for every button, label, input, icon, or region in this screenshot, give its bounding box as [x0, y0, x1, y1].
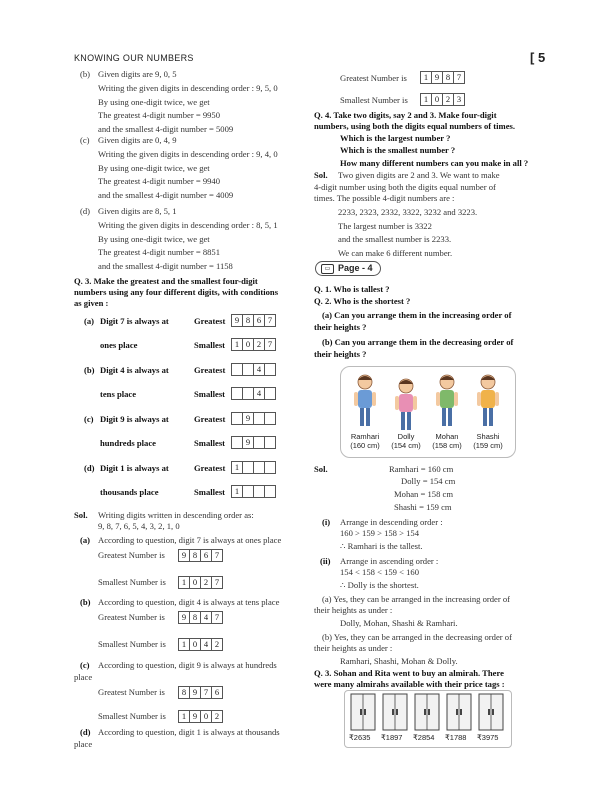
condition-text: Digit 7 is always at [100, 316, 169, 326]
smallest-boxes [179, 638, 223, 651]
smallest-label: Smallest Number is [340, 95, 408, 105]
item-tag: (d) [84, 463, 95, 473]
solution-line: 4-digit number using both the digits equal number of [314, 182, 496, 192]
question-text: Q. 3. Sohan and Rita went to buy an almirah. There [314, 668, 504, 678]
greatest-label: Greatest [194, 414, 226, 424]
height-line: Mohan = 158 cm [394, 489, 454, 499]
item-tag: (d) [80, 727, 91, 737]
question-text: Q. 4. Take two digits, say 2 and 3. Make four-digit [314, 110, 497, 120]
solution-line: According to question, digit 1 is always at thousands [98, 727, 280, 737]
digit-box: 2 [253, 338, 265, 351]
question-text: Q. 2. Who is the shortest ? [314, 296, 411, 306]
digit-box: 9 [178, 611, 190, 624]
digit-box [264, 461, 276, 474]
answer-line: (a) Yes, they can be arranged in the increasing order of [322, 594, 511, 604]
question-text: as given : [74, 298, 109, 308]
question-text: their heights ? [314, 322, 367, 332]
child-figure [432, 372, 462, 432]
answer-line: their heights as under : [314, 605, 393, 615]
digit-box: 0 [200, 710, 212, 723]
solution-line: Given digits are 8, 5, 1 [98, 206, 177, 216]
solution-line: According to question, digit 9 is always at hundreds [98, 660, 277, 670]
digit-box: 6 [253, 314, 265, 327]
child-figure [350, 372, 380, 432]
condition-text: Digit 4 is always at [100, 365, 169, 375]
solution-line: 2233, 2323, 2332, 3322, 3232 and 3223. [338, 207, 478, 217]
almirah-figure [446, 693, 472, 731]
digit-box: 0 [431, 93, 443, 106]
digit-box: 9 [431, 71, 443, 84]
digit-box: 9 [242, 412, 254, 425]
question-text: were many almirahs available with their price tags : [314, 679, 505, 689]
solution-line: and the smallest number is 2233. [338, 234, 452, 244]
digit-box: 7 [200, 686, 212, 699]
question-text: How many different numbers can you make in all ? [340, 158, 529, 168]
solution-line: Writing the given digits in descending order : 9, 4, 0 [98, 148, 278, 159]
item-tag: (a) [80, 535, 91, 545]
question-text: (a) Can you arrange them in the increasing order of [322, 310, 512, 320]
price-tag: ₹1788 [445, 733, 467, 742]
digit-box: 9 [242, 436, 254, 449]
question-text: Which is the smallest number ? [340, 145, 456, 155]
solution-line: Given digits are 9, 0, 5 [98, 69, 177, 79]
greatest-boxes [232, 363, 276, 376]
smallest-boxes [421, 93, 465, 106]
price-tag: ₹3975 [477, 733, 499, 742]
child-figure [391, 376, 421, 436]
child-label [426, 432, 468, 450]
digit-box: 7 [211, 549, 223, 562]
digit-box: 1 [231, 338, 243, 351]
solution-line: and the smallest 4-digit number = 5009 [98, 124, 234, 135]
smallest-boxes [232, 387, 276, 400]
smallest-label: Smallest [194, 389, 226, 399]
sol-label: Sol. [314, 170, 328, 180]
height-line: Shashi = 159 cm [394, 502, 452, 512]
question-text: (b) Can you arrange them in the decreasing order of [322, 337, 514, 347]
digit-box: 1 [231, 461, 243, 474]
item-tag: (b) [80, 69, 91, 79]
greatest-boxes [232, 461, 276, 474]
answer-line: (b) Yes, they can be arranged in the decreasing order of [322, 632, 512, 642]
solution-line: Given digits are 0, 4, 9 [98, 135, 177, 145]
digit-box: 6 [200, 549, 212, 562]
price-tag: ₹2635 [349, 733, 371, 742]
question-text: Q. 3. Make the greatest and the smallest four-digit [74, 276, 258, 286]
smallest-label: Smallest [194, 487, 226, 497]
page-number: [ 5 [530, 50, 546, 65]
condition-text: thousands place [100, 487, 159, 497]
item-tag: (a) [84, 316, 95, 326]
condition-text: Digit 1 is always at [100, 463, 169, 473]
child-label [344, 432, 386, 450]
digit-box: 1 [178, 638, 190, 651]
question-text: numbers, using both the digits equal numbers of times. [314, 121, 516, 131]
digit-box: 9 [189, 686, 201, 699]
page-4-label: Page - 4 [338, 263, 373, 273]
item-tag: (b) [84, 365, 95, 375]
child-name: Dolly [397, 432, 415, 441]
solution-line: ∴ Ramhari is the tallest. [340, 541, 423, 551]
question-text: their heights ? [314, 349, 367, 359]
solution-line: place [74, 739, 93, 749]
solution-line: 154 < 158 < 159 < 160 [340, 567, 419, 577]
almirah-figure [350, 693, 376, 731]
smallest-label: Smallest Number is [98, 639, 166, 649]
condition-text: ones place [100, 340, 138, 350]
almirah-figure [382, 693, 408, 731]
digit-box: 2 [200, 576, 212, 589]
greatest-boxes [232, 412, 276, 425]
answer-line: Ramhari, Shashi, Mohan & Dolly. [340, 656, 458, 666]
solution-line: and the smallest 4-digit number = 4009 [98, 190, 234, 201]
solution-line: By using one-digit twice, we get [98, 233, 210, 244]
digit-box: 1 [178, 710, 190, 723]
digit-box: 2 [211, 710, 223, 723]
smallest-boxes [232, 436, 276, 449]
digit-box: 2 [442, 93, 454, 106]
solution-line: ∴ Dolly is the shortest. [340, 580, 419, 590]
question-text: Which is the largest number ? [340, 133, 451, 143]
digit-box: 2 [211, 638, 223, 651]
item-tag: (c) [80, 660, 90, 670]
digit-box: 8 [189, 549, 201, 562]
condition-text: tens place [100, 389, 137, 399]
child-height: (159 cm) [473, 441, 503, 450]
digit-box: 8 [178, 686, 190, 699]
digit-box: 9 [231, 314, 243, 327]
solution-line: Arrange in descending order : [340, 517, 443, 527]
digit-box: 0 [189, 638, 201, 651]
solution-line: Two given digits are 2 and 3. We want to make [338, 170, 500, 180]
digit-box: 3 [453, 93, 465, 106]
height-line: Ramhari = 160 cm [389, 464, 454, 474]
item-tag: (c) [84, 414, 94, 424]
smallest-boxes [179, 576, 223, 589]
question-text: numbers using any four different digits, with conditions [74, 287, 279, 297]
book-icon: ▭ [321, 264, 334, 274]
item-tag: (ii) [320, 556, 331, 566]
digit-box: 9 [178, 549, 190, 562]
solution-line: Arrange in ascending order : [340, 556, 439, 566]
child-label [385, 432, 427, 450]
solution-line: 9, 8, 7, 6, 5, 4, 3, 2, 1, 0 [98, 521, 180, 531]
item-tag: (c) [80, 135, 90, 145]
smallest-boxes [232, 338, 276, 351]
solution-line: According to question, digit 4 is always at tens place [98, 597, 280, 607]
greatest-boxes [179, 686, 223, 699]
greatest-boxes [179, 549, 223, 562]
height-line: Dolly = 154 cm [401, 476, 456, 486]
solution-line: By using one-digit twice, we get [98, 162, 210, 173]
digit-box: 7 [211, 611, 223, 624]
digit-box [264, 387, 276, 400]
solution-line: The largest number is 3322 [338, 221, 432, 231]
greatest-boxes [179, 611, 223, 624]
child-height: (154 cm) [391, 441, 421, 450]
solution-line: and the smallest 4-digit number = 1158 [98, 261, 233, 272]
solution-line: According to question, digit 7 is always at ones place [98, 535, 282, 545]
item-tag: (d) [80, 206, 91, 216]
greatest-boxes [421, 71, 465, 84]
digit-box [264, 485, 276, 498]
condition-text: hundreds place [100, 438, 156, 448]
child-figure [473, 372, 503, 432]
digit-box: 7 [211, 576, 223, 589]
child-height: (158 cm) [432, 441, 462, 450]
solution-line: times. The possible 4-digit numbers are : [314, 193, 455, 203]
page-4-badge [315, 261, 381, 276]
solution-line: By using one-digit twice, we get [98, 96, 210, 107]
almirah-figure [414, 693, 440, 731]
greatest-label: Greatest [194, 463, 226, 473]
almirah-figure [478, 693, 504, 731]
greatest-label: Greatest Number is [98, 550, 165, 560]
child-label [467, 432, 509, 450]
answer-line: Dolly, Mohan, Shashi & Ramhari. [340, 618, 458, 628]
greatest-label: Greatest Number is [98, 687, 165, 697]
digit-box: 1 [420, 93, 432, 106]
item-tag: (b) [80, 597, 91, 607]
digit-box [264, 412, 276, 425]
smallest-label: Smallest [194, 340, 226, 350]
greatest-label: Greatest [194, 365, 226, 375]
greatest-label: Greatest [194, 316, 226, 326]
solution-line: Writing the given digits in descending order : 8, 5, 1 [98, 219, 278, 230]
greatest-label: Greatest Number is [98, 612, 165, 622]
digit-box: 7 [264, 314, 276, 327]
running-header: KNOWING OUR NUMBERS [74, 53, 194, 63]
smallest-boxes [179, 710, 223, 723]
digit-box: 8 [442, 71, 454, 84]
child-height: (160 cm) [350, 441, 380, 450]
answer-line: their heights as under : [314, 643, 393, 653]
child-name: Ramhari [350, 432, 380, 441]
solution-line: We can make 6 different number. [338, 248, 453, 258]
smallest-label: Smallest Number is [98, 711, 166, 721]
solution-line: 160 > 159 > 158 > 154 [340, 528, 419, 538]
digit-box: 1 [178, 576, 190, 589]
digit-box [264, 363, 276, 376]
condition-text: Digit 9 is always at [100, 414, 169, 424]
child-name: Mohan [435, 432, 459, 441]
solution-line: Writing the given digits in descending order : 9, 5, 0 [98, 82, 278, 93]
question-text: Q. 1. Who is tallest ? [314, 284, 390, 294]
greatest-label: Greatest Number is [340, 73, 407, 83]
digit-box: 4 [253, 387, 265, 400]
smallest-label: Smallest Number is [98, 577, 166, 587]
price-tag: ₹2854 [413, 733, 435, 742]
digit-box: 1 [420, 71, 432, 84]
solution-line: The greatest 4-digit number = 8851 [98, 247, 221, 258]
item-tag: (i) [322, 517, 331, 527]
digit-box: 4 [200, 638, 212, 651]
digit-box [264, 436, 276, 449]
price-tag: ₹1897 [381, 733, 403, 742]
digit-box: 6 [211, 686, 223, 699]
digit-box: 1 [231, 485, 243, 498]
solution-line: Writing digits written in descending order as: [98, 510, 254, 520]
digit-box: 0 [242, 338, 254, 351]
digit-box: 4 [200, 611, 212, 624]
greatest-boxes [232, 314, 276, 327]
sol-label: Sol. [74, 510, 88, 520]
digit-box: 7 [453, 71, 465, 84]
digit-box: 7 [264, 338, 276, 351]
digit-box: 4 [253, 363, 265, 376]
smallest-label: Smallest [194, 438, 226, 448]
solution-line: The greatest 4-digit number = 9950 [98, 110, 221, 121]
sol-label: Sol. [314, 464, 328, 474]
digit-box: 0 [189, 576, 201, 589]
digit-box: 8 [189, 611, 201, 624]
solution-line: place [74, 672, 93, 682]
digit-box: 8 [242, 314, 254, 327]
child-name: Shashi [476, 432, 500, 441]
digit-box: 9 [189, 710, 201, 723]
smallest-boxes [232, 485, 276, 498]
solution-line: The greatest 4-digit number = 9940 [98, 176, 221, 187]
